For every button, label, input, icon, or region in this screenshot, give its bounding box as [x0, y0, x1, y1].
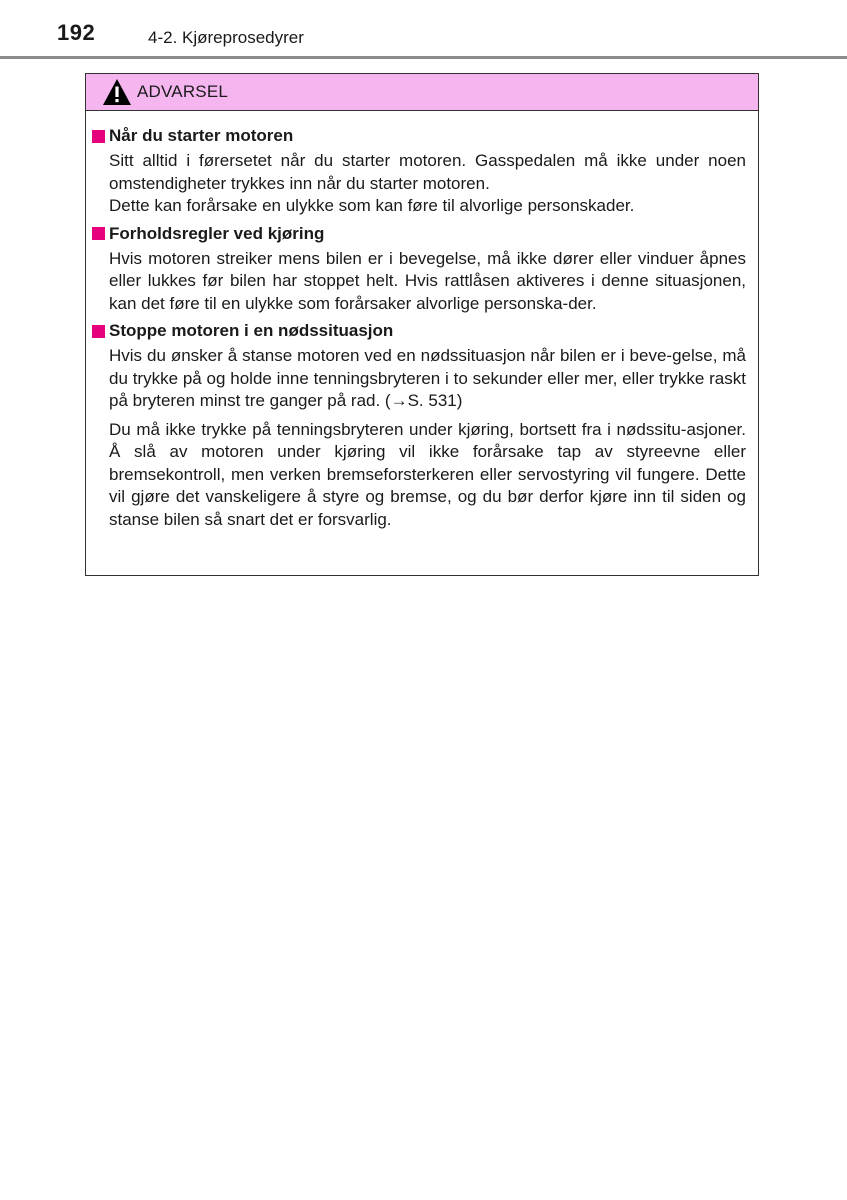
- warning-header: [86, 74, 758, 111]
- square-bullet-icon: [92, 325, 105, 338]
- warning-box: [85, 73, 759, 576]
- item-paragraph: Du må ikke trykke på tenningsbryteren under kjøring, bortsett fra i nødssitu-asjoner. Å slå av motoren under kjøring vil ikke forårsake tap av styreevne eller bremsekontroll, men verken bremseforsterkeren eller servostyring vil fungere. Dette vil gjøre det vanskeligere å styre og bremse, og du bør derfor kjøre inn til siden og stanse bilen så snart det er forsvarlig.: [109, 419, 746, 529]
- item-heading-text: Forholdsregler ved kjøring: [109, 223, 325, 243]
- item-heading: [92, 124, 746, 148]
- item-paragraph: Dette kan forårsake en ulykke som kan føre til alvorlige personskader.: [109, 196, 635, 215]
- warning-item: [92, 319, 746, 531]
- item-heading: [92, 319, 746, 343]
- warning-triangle-icon: [102, 78, 132, 106]
- warning-label: ADVARSEL: [137, 82, 229, 101]
- item-heading-text: Stoppe motoren i en nødssituasjon: [109, 321, 394, 340]
- square-bullet-icon: [92, 130, 105, 143]
- page-number: 192: [57, 20, 96, 45]
- square-bullet-icon: [92, 227, 105, 240]
- item-paragraph: Sitt alltid i førersetet når du starter motoren. Gasspedalen må ikke under noen omstendigheter trykkes inn når du starter motoren.: [109, 151, 746, 193]
- warning-item: [92, 222, 746, 316]
- item-heading-text: Når du starter motoren: [109, 126, 294, 145]
- item-heading: [92, 222, 746, 246]
- section-title: 4-2. Kjøreprosedyrer: [148, 28, 304, 47]
- warning-body: [86, 111, 758, 531]
- warning-item: [92, 124, 746, 218]
- item-paragraph: Hvis du ønsker å stanse motoren ved en nødssituasjon når bilen er i beve-gelse, må du trykke på og holde inne tenningsbryteren i to sekunder eller mer, eller trykke raskt på bryteren minst tre ganger på rad. (→S. 531): [109, 346, 746, 410]
- header-divider: [0, 56, 847, 59]
- item-paragraph: Hvis motoren streiker mens bilen er i bevegelse, må ikke dører eller vinduer åpnes eller lukkes før bilen har stoppet helt. Hvis rattlåsen aktiveres i denne situasjonen, kan det føre til en ulykke som forårsaker alvorlige personska-der.: [109, 248, 746, 313]
